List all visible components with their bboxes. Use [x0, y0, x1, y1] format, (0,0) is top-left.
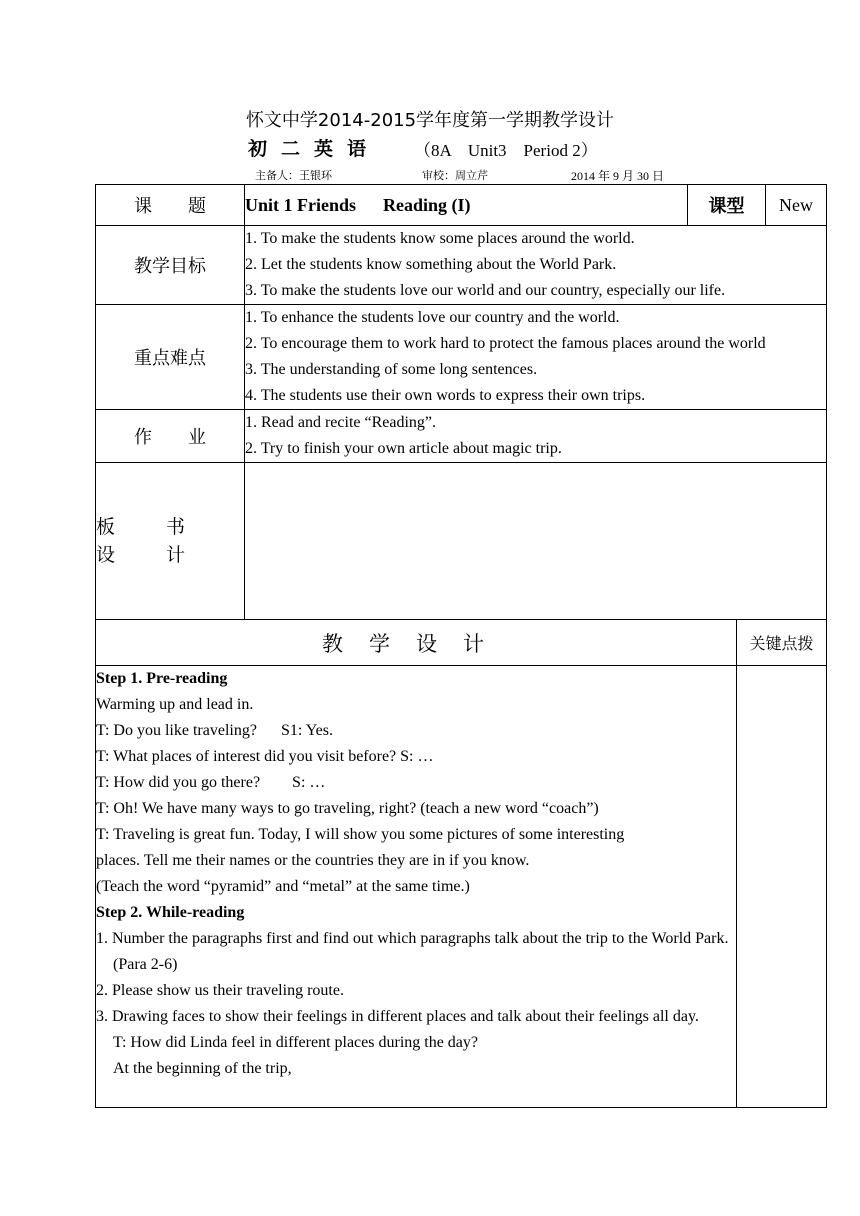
procedure-item: 3. Drawing faces to show their feelings in different places and talk about their feelings all day. — [96, 1008, 699, 1025]
teaching-design-heading: 教学设计 — [96, 620, 737, 666]
key-point-item: 2. To encourage them to work hard to protect the famous places around the world — [245, 335, 766, 352]
homework-row — [96, 410, 827, 463]
procedure-subline: At the beginning of the trip, — [113, 1060, 292, 1077]
board-char: 书 — [166, 516, 186, 538]
key-points-row — [96, 305, 827, 410]
preparer-label: 主备人： — [255, 169, 299, 182]
key-point-item: 3. The understanding of some long sentences. — [245, 361, 538, 378]
reviewer-label: 审校： — [422, 169, 455, 182]
goal-item: 1. To make the students know some places around the world. — [245, 230, 635, 247]
topic-value: Unit 1 Friends Reading (I) — [245, 185, 688, 226]
procedure-subline: T: How did Linda feel in different places during the day? — [113, 1034, 479, 1051]
procedure-content — [96, 666, 737, 1108]
key-tips-heading: 关键点拨 — [737, 620, 827, 666]
document-title: 怀文中学2014-2015学年度第一学期教学设计 — [245, 110, 615, 131]
type-value: New — [766, 185, 827, 226]
step-heading: Step 1. Pre-reading — [96, 670, 228, 687]
lesson-plan-table — [95, 184, 827, 1108]
key-points-label: 重点难点 — [96, 305, 245, 410]
goal-item: 3. To make the students love our world and our country, especially our life. — [245, 282, 726, 299]
procedure-line: T: How did you go there? S: … — [96, 774, 326, 791]
homework-item: 2. Try to finish your own article about magic trip. — [245, 440, 562, 457]
goal-item: 2. Let the students know something about the World Park. — [245, 256, 617, 273]
key-points-list — [245, 305, 827, 410]
topic-label: 课 题 — [96, 185, 245, 226]
procedure-item: 2. Please show us their traveling route. — [96, 982, 344, 999]
reviewer-name: 周立芹 — [455, 169, 488, 182]
date: 2014 年 9 月 30 日 — [571, 169, 665, 183]
board-char: 板 — [96, 516, 116, 538]
procedure-line: T: Traveling is great fun. Today, I will show you some pictures of some interesting — [96, 826, 625, 843]
key-point-item: 1. To enhance the students love our country and the world. — [245, 309, 620, 326]
type-label: 课型 — [688, 185, 766, 226]
reviewer-line — [422, 167, 488, 183]
step-heading: Step 2. While-reading — [96, 904, 245, 921]
procedure-line: T: Oh! We have many ways to go traveling, right? (teach a new word “coach”) — [96, 800, 599, 817]
procedure-line: (Teach the word “pyramid” and “metal” at the same time.) — [96, 878, 470, 895]
procedure-line: places. Tell me their names or the countries they are in if you know. — [96, 852, 530, 869]
subject-title: 初二英语 — [248, 138, 381, 160]
board-char: 设 — [96, 544, 116, 566]
goals-label: 教学目标 — [96, 226, 245, 305]
topic-row — [96, 185, 827, 226]
preparer-name: 王银环 — [299, 169, 332, 182]
board-design-row — [96, 463, 827, 620]
goals-list — [245, 226, 827, 305]
procedure-line: T: What places of interest did you visit before? S: … — [96, 748, 434, 765]
procedure-item: 1. Number the paragraphs first and find out which paragraphs talk about the trip to the World Park. (Para 2-6) — [96, 930, 729, 973]
design-header-row — [96, 620, 827, 666]
procedure-line: T: Do you like traveling? S1: Yes. — [96, 722, 333, 739]
board-char: 计 — [166, 544, 186, 566]
board-design-content — [245, 463, 827, 620]
homework-label: 作 业 — [96, 410, 245, 463]
homework-list — [245, 410, 827, 463]
key-point-item: 4. The students use their own words to express their own trips. — [245, 387, 646, 404]
course-info: （8A Unit3 Period 2） — [414, 141, 598, 160]
preparer-line — [255, 167, 332, 183]
homework-item: 1. Read and recite “Reading”. — [245, 414, 437, 431]
key-tips-content — [737, 666, 827, 1108]
procedure-line: Warming up and lead in. — [96, 696, 254, 713]
date-line — [571, 167, 664, 184]
procedure-row — [96, 666, 827, 1108]
board-design-label — [96, 463, 245, 620]
goals-row — [96, 226, 827, 305]
